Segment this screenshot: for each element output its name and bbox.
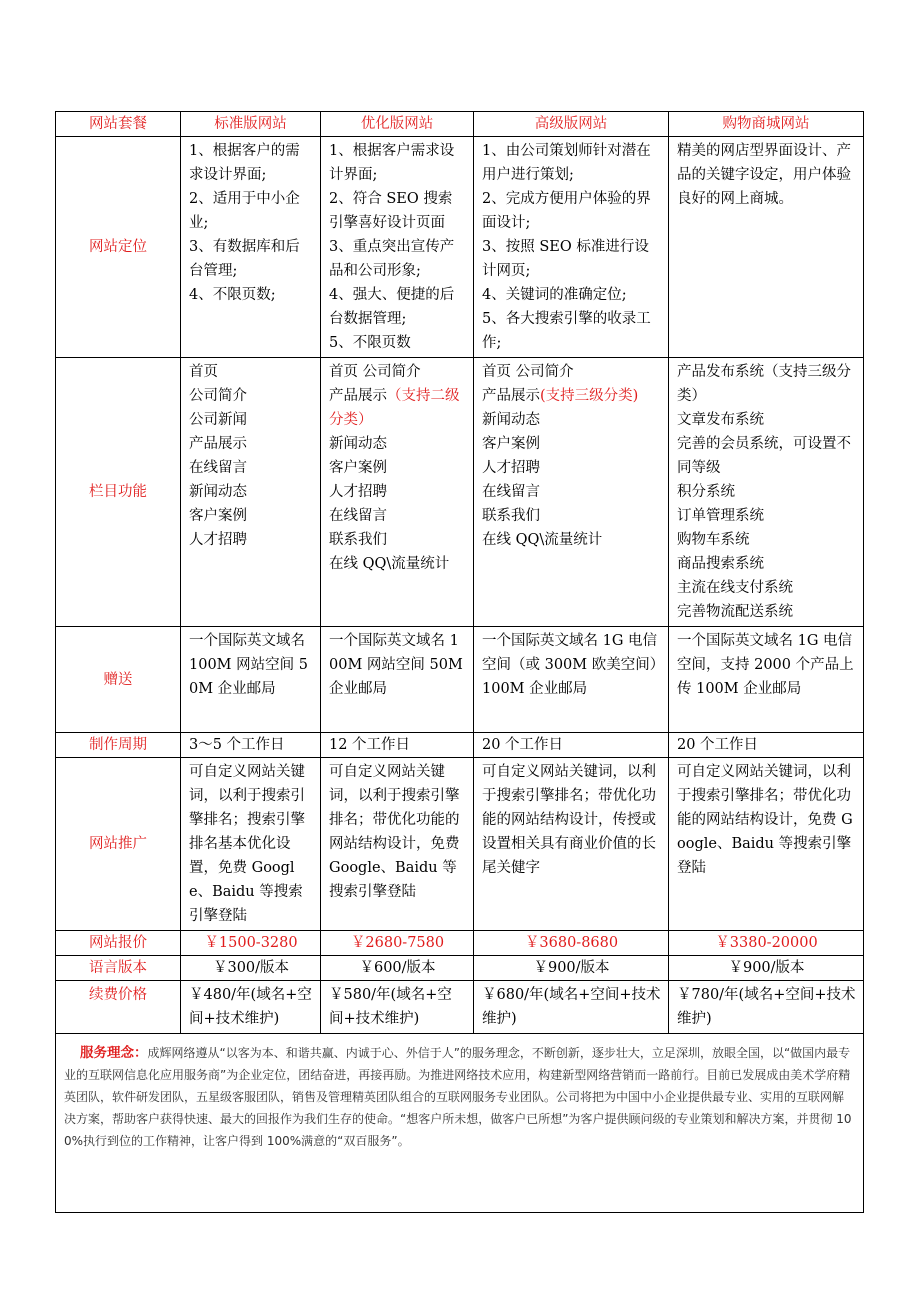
feature-item: 人才招聘	[189, 532, 247, 548]
language-row	[56, 956, 864, 981]
feature-item: 首页 公司简介	[329, 364, 421, 380]
feature-item: 客户案例	[329, 460, 387, 476]
feature-item: 人才招聘	[482, 460, 540, 476]
gift-optimized: 一个国际英文域名 100M 网站空间 50M 企业邮局	[321, 627, 474, 733]
positioning-label: 网站定位	[56, 137, 181, 358]
gift-standard: 一个国际英文域名 100M 网站空间 50M 企业邮局	[181, 627, 321, 733]
positioning-item: 3、按照 SEO 标准进行设计网页;	[482, 239, 649, 279]
feature-item: 首页	[189, 364, 218, 380]
features-standard	[181, 358, 321, 627]
renewal-mall: ￥780/年(域名+空间+技术维护)	[669, 981, 864, 1034]
plan-mall-title: 购物商城网站	[669, 112, 864, 137]
feature-item: 商品搜索系统	[677, 556, 764, 572]
feature-item: 在线 QQ\流量统计	[329, 556, 450, 572]
positioning-standard	[181, 137, 321, 358]
positioning-mall	[669, 137, 864, 358]
feature-item: 在线留言	[189, 460, 247, 476]
cycle-standard: 3～5 个工作日	[181, 733, 321, 758]
feature-item: 在线留言	[329, 508, 387, 524]
feature-item: 人才招聘	[329, 484, 387, 500]
promotion-label: 网站推广	[56, 758, 181, 931]
positioning-item: 2、符合 SEO 搜索引擎喜好设计页面	[329, 191, 453, 231]
language-optimized: ￥600/版本	[321, 956, 474, 981]
price-label: 网站报价	[56, 931, 181, 956]
features-advanced	[474, 358, 669, 627]
header-label: 网站套餐	[56, 112, 181, 137]
feature-item: 联系我们	[329, 532, 387, 548]
price-standard: ￥1500-3280	[181, 931, 321, 956]
feature-item: 完善物流配送系统	[677, 604, 793, 620]
positioning-item: 2、完成方便用户体验的界面设计;	[482, 191, 651, 231]
feature-item: 在线留言	[482, 484, 540, 500]
features-optimized	[321, 358, 474, 627]
promotion-standard: 可自定义网站关键词，以利于搜索引擎排名；搜索引擎排名基本优化设置，免费 Google、Baidu 等搜索引擎登陆	[181, 758, 321, 931]
feature-item: 文章发布系统	[677, 412, 764, 428]
feature-item: 新闻动态	[329, 436, 387, 452]
price-advanced: ￥3680-8680	[474, 931, 669, 956]
feature-note: （支持二级分类）	[329, 388, 460, 428]
feature-item: 新闻动态	[482, 412, 540, 428]
feature-item: 客户案例	[482, 436, 540, 452]
features-row	[56, 358, 864, 627]
positioning-item: 5、不限页数	[329, 335, 411, 351]
feature-item: 主流在线支付系统	[677, 580, 793, 596]
cycle-label: 制作周期	[56, 733, 181, 758]
plan-advanced-title: 高级版网站	[474, 112, 669, 137]
gift-mall: 一个国际英文域名 1G 电信空间，支持 2000 个产品上传 100M 企业邮局	[669, 627, 864, 733]
plan-optimized-title: 优化版网站	[321, 112, 474, 137]
cycle-optimized: 12 个工作日	[321, 733, 474, 758]
cycle-mall: 20 个工作日	[669, 733, 864, 758]
gift-advanced: 一个国际英文域名 1G 电信空间（或 300M 欧美空间）100M 企业邮局	[474, 627, 669, 733]
feature-item: 产品发布系统（支持三级分类）	[677, 364, 851, 404]
renewal-optimized: ￥580/年(域名+空间+技术维护)	[321, 981, 474, 1034]
renewal-row	[56, 981, 864, 1034]
language-mall: ￥900/版本	[669, 956, 864, 981]
feature-item: 首页 公司简介	[482, 364, 574, 380]
feature-item: 购物车系统	[677, 532, 750, 548]
feature-item: 产品展示	[329, 388, 387, 404]
gift-row	[56, 627, 864, 733]
renewal-standard: ￥480/年(域名+空间+技术维护)	[181, 981, 321, 1034]
promotion-optimized: 可自定义网站关键词，以利于搜索引擎排名；带优化功能的网站结构设计，免费 Google、Baidu 等搜索引擎登陆	[321, 758, 474, 931]
service-label: 服务理念：	[80, 1045, 148, 1061]
feature-item: 积分系统	[677, 484, 735, 500]
positioning-item: 1、根据客户的需求设计界面;	[189, 143, 300, 183]
positioning-item: 4、不限页数;	[189, 287, 276, 303]
feature-item: 公司简介	[189, 388, 247, 404]
features-mall	[669, 358, 864, 627]
promotion-mall: 可自定义网站关键词，以利于搜索引擎排名；带优化功能的网站结构设计，免费 Google、Baidu 等搜索引擎登陆	[669, 758, 864, 931]
positioning-item: 1、根据客户需求设计界面;	[329, 143, 455, 183]
renewal-label: 续费价格	[56, 981, 181, 1034]
promotion-advanced: 可自定义网站关键词，以利于搜索引擎排名；带优化功能的网站结构设计，传授或设置相关具有商业价值的长尾关健字	[474, 758, 669, 931]
language-standard: ￥300/版本	[181, 956, 321, 981]
positioning-item: 3、重点突出宣传产品和公司形象;	[329, 239, 455, 279]
positioning-advanced	[474, 137, 669, 358]
positioning-item: 1、由公司策划师针对潜在用户进行策划;	[482, 143, 651, 183]
service-row	[56, 1034, 864, 1213]
language-label: 语言版本	[56, 956, 181, 981]
plan-standard-title: 标准版网站	[181, 112, 321, 137]
renewal-advanced: ￥680/年(域名+空间+技术维护)	[474, 981, 669, 1034]
cycle-row	[56, 733, 864, 758]
pricing-table	[55, 111, 864, 1213]
cycle-advanced: 20 个工作日	[474, 733, 669, 758]
feature-item: 在线 QQ\流量统计	[482, 532, 603, 548]
positioning-item: 3、有数据库和后台管理;	[189, 239, 300, 279]
price-mall: ￥3380-20000	[669, 931, 864, 956]
price-optimized: ￥2680-7580	[321, 931, 474, 956]
feature-item: 联系我们	[482, 508, 540, 524]
price-row	[56, 931, 864, 956]
positioning-item: 4、强大、便捷的后台数据管理;	[329, 287, 455, 327]
positioning-row	[56, 137, 864, 358]
positioning-item: 4、关键词的准确定位;	[482, 287, 627, 303]
service-text: 成辉网络遵从“以客为本、和谐共赢、内诚于心、外信于人”的服务理念，不断创新，逐步壮大，立足深圳，放眼全国，以“做国内最专业的互联网信息化应用服务商”为企业定位，团结奋进，再接再励。为推进网络技术应用，构建新型网络营销而一路前行。目前已发展成由美术学府精英团队，软件研发团队，五星级客服团队，销售及管理精英团队组合的互联网服务专业团队。公司将把为中国中小企业提供最专业、实用的互联网解决方案，帮助客户获得快速、最大的回报作为我们生存的使命。“想客户所未想，做客户已所想”为客户提供顾问级的专业策划和解决方案，并贯彻 100%执行到位的工作精神，让客户得到 100%满意的“双百服务”。	[64, 1046, 852, 1148]
feature-item: 新闻动态	[189, 484, 247, 500]
header-row	[56, 112, 864, 137]
promotion-row	[56, 758, 864, 931]
positioning-item: 5、各大搜索引擎的收录工作;	[482, 311, 651, 351]
service-statement	[56, 1034, 864, 1213]
feature-item: 完善的会员系统，可设置不同等级	[677, 436, 851, 476]
feature-item: 产品展示	[189, 436, 247, 452]
feature-item: 订单管理系统	[677, 508, 764, 524]
gift-label: 赠送	[56, 627, 181, 733]
positioning-item: 2、适用于中小企业;	[189, 191, 300, 231]
positioning-optimized	[321, 137, 474, 358]
feature-item: 公司新闻	[189, 412, 247, 428]
positioning-item: 精美的网店型界面设计、产品的关键字设定，用户体验良好的网上商城。	[677, 143, 851, 207]
language-advanced: ￥900/版本	[474, 956, 669, 981]
features-label: 栏目功能	[56, 358, 181, 627]
feature-item: 产品展示	[482, 388, 540, 404]
feature-note: (支持三级分类)	[540, 388, 639, 404]
feature-item: 客户案例	[189, 508, 247, 524]
